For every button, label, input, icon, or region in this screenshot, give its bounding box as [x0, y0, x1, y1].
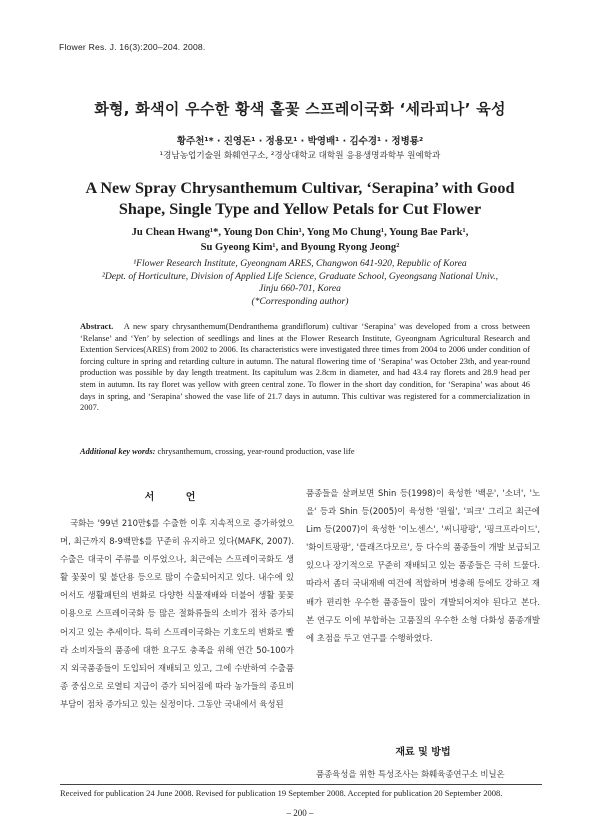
page-number: – 200 – [286, 808, 314, 818]
abstract-label: Abstract. [80, 322, 114, 331]
methods-heading: 재료 및 방법 [395, 747, 451, 758]
received-note: Received for publication 24 June 2008. Revised for publication 19 September 2008. Accepted for publication 20 September 2008. [60, 788, 503, 798]
english-title-line-1: A New Spray Chrysanthemum Cultivar, ‘Serapina’ with Good [85, 179, 515, 197]
korean-title: 화형, 화색이 우수한 황색 홑꽃 스프레이국화 ‘세라피나’ 육성 [94, 100, 506, 118]
corresponding-author-note: (*Corresponding author) [251, 295, 349, 307]
english-authors-line-1: Ju Chean Hwang¹*, Young Don Chin¹, Yong Mo Chung¹, Young Bae Park¹, [131, 227, 469, 238]
english-title-line-2: Shape, Single Type and Yellow Petals for Cut Flower [118, 200, 482, 218]
methods-text: 품종육성을 위한 특성조사는 화훼육종연구소 비닐온 [316, 769, 505, 779]
methods-body [306, 765, 540, 783]
journal-citation: Flower Res. J. 16(3):200–204. 2008. [59, 42, 206, 52]
keywords [80, 447, 530, 456]
introduction-body [60, 514, 294, 713]
abstract-text: A new spary chrysanthemum(Dendranthema grandiflorum) cultivar ‘Serapina’ was developed from a cross between ‘Relanse’ and ‘Yen’ by selection of seedlings and lines at the Flower Research Institute, Gyeongnam Agricultural Research and Extention Services(ARES) from 2002 to 2006. Its characteristics were investigated three times from 2004 to 2006 under condition of forcing culture in spring and retarding culture in autumn. The natural flowering time of ‘Serapina’ was October 23th, and year-round production was possible by day length treatment. Its capitulum was 2.8cm in diameter, and had 43.4 ray florets and 28.9 head per stem in autumn. Its ray floret was yellow with green central zone. To flower in the short day condition, for ‘Serapina’ was about 46 days in spring, and ‘Serapina’ showed the vase life of 21.7 days in autumn. This cultivar was registered for a commercialization in 2007. [80, 322, 530, 413]
korean-authors: 황주천¹* · 진영돈¹ · 정용모¹ · 박영배¹ · 김수경¹ · 정병룡² [176, 136, 424, 147]
keywords-text: chrysanthemum, crossing, year-round production, vase life [157, 447, 355, 456]
footnote-divider [60, 784, 542, 785]
affiliation-line-2: ²Dept. of Horticulture, Division of Applied Life Science, Graduate School, Gyeongsang National Univ., [102, 270, 498, 282]
affiliation-line-1: ¹Flower Research Institute, Gyeongnam ARES, Changwon 641-920, Republic of Korea [133, 258, 467, 269]
affiliation-line-3: Jinju 660-701, Korea [259, 283, 341, 294]
right-column-body [306, 484, 540, 647]
korean-affiliation: ¹경남농업기술원 화훼연구소, ²경상대학교 대학원 응용생명과학부 원예학과 [159, 151, 441, 161]
english-title [60, 178, 540, 220]
introduction-text: 국화는 '99년 210만$를 수출한 이후 지속적으로 증가하였으며, 최근까지 8-9백만$를 꾸준히 유지하고 있다(MAFK, 2007). 수출은 대국이 주류를 이루었으나, 최근에는 스프레이국화도 생활 꽃꽂이 및 불단용 등으로 많이 수출되어지고 있다. 내수에 있어서도 생활패턴의 변화로 다양한 식물재배와 더불어 생활 꽃꽂이용으로 스프레이국화 등 많은 절화류들의 소비가 점차 증가되어지고 있는 추세이다. 특히 스프레이국화는 기호도의 변화로 빨라 소비자들의 품종에 대한 요구도 충족을 위해 연간 50-100가지 외국품종들이 도입되어 재배되고 있고, 그에 수반하여 수출품종 중심으로 로열티 지급이 증가 되어짐에 따라 농가들의 종묘비 부담이 점차 증가되고 있는 실정이다. 그동안 국내에서 육성된 [60, 518, 294, 709]
english-authors-line-2: Su Gyeong Kim¹, and Byoung Ryong Jeong² [200, 242, 400, 253]
english-authors [60, 225, 540, 255]
english-affiliation [40, 258, 560, 308]
abstract [80, 321, 530, 414]
introduction-heading: 서 언 [144, 492, 210, 503]
right-column-text: 품종들을 살펴보면 Shin 등(1998)이 육성한 '백운', '소녀', '노을' 등과 Shin 등(2005)이 육성한 '원월', '피크' 그리고 최근에 Lim 등(2007)이 육성한 '이노센스', '써니팡팡', '핑크프라이드', '화이트팡팡', '플래즈다모르', 등 다수의 품종들이 개발 보급되고 있으나 장기적으로 꾸준히 재배되고 있는 품종들은 극히 드물다. 따라서 좀더 국내재배 여건에 적합하며 병충해 등에도 강하고 재배가 편리한 우수한 품종들이 많이 개발되어져야 된다고 본다. 본 연구도 이에 부합하는 고품질의 우수한 소형 다화성 품종개발에 초점을 두고 연구를 수행하였다. [306, 488, 540, 643]
keywords-label: Additional key words: [80, 447, 156, 456]
